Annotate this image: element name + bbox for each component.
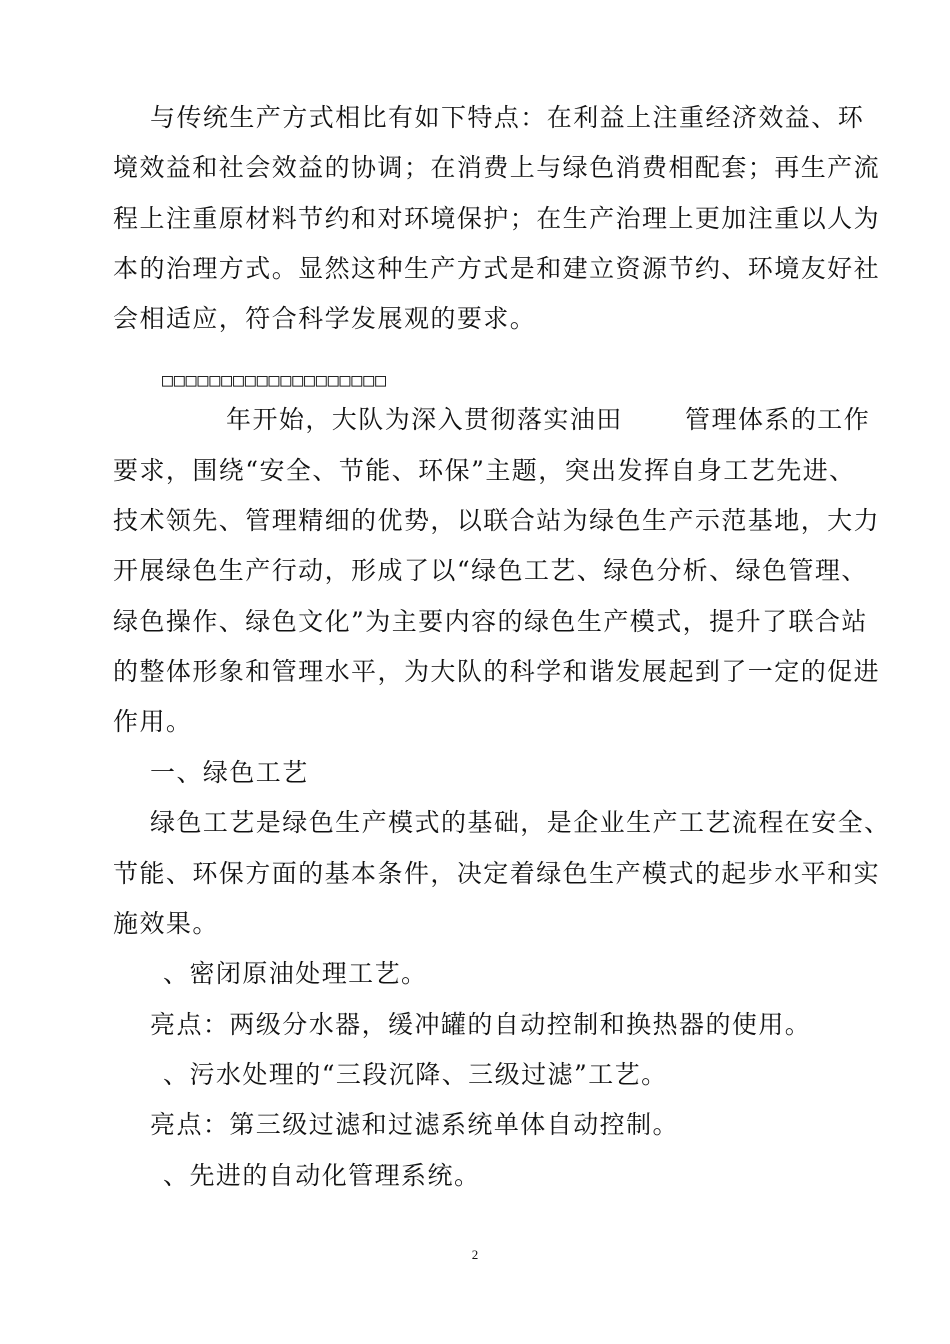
list-item: 、密闭原油处理工艺。: [163, 959, 428, 988]
section-heading: 一、绿色工艺: [150, 758, 309, 787]
paragraph-line: 节能、环保方面的基本条件，决定着绿色生产模式的起步水平和实: [113, 859, 881, 888]
missing-glyph-heading: □□□□□□□□□□□□□□□□□□□: [162, 370, 387, 391]
paragraph-line: 开展绿色生产行动，形成了以“绿色工艺、绿色分析、绿色管理、: [113, 556, 868, 585]
paragraph-line: 技术领先、管理精细的优势，以联合站为绿色生产示范基地，大力: [113, 506, 881, 535]
paragraph-line: 程上注重原材料节约和对环境保护；在生产治理上更加注重以人为: [113, 204, 881, 233]
highlight-note: 亮点：第三级过滤和过滤系统单体自动控制。: [150, 1110, 680, 1139]
paragraph-line: 境效益和社会效益的协调；在消费上与绿色消费相配套；再生产流: [113, 153, 881, 182]
list-item: 、先进的自动化管理系统。: [163, 1161, 481, 1190]
list-item: 、污水处理的“三段沉降、三级过滤”工艺。: [163, 1060, 668, 1089]
paragraph-line: 绿色操作、绿色文化”为主要内容的绿色生产模式，提升了联合站: [113, 607, 868, 636]
paragraph-line: 施效果。: [113, 909, 219, 938]
page-number: 2: [471, 1247, 479, 1262]
paragraph-line: 本的治理方式。显然这种生产方式是和建立资源节约、环境友好社: [113, 254, 881, 283]
paragraph-line: 会相适应，符合科学发展观的要求。: [113, 304, 537, 333]
paragraph-line: 的整体形象和管理水平，为大队的科学和谐发展起到了一定的促进: [113, 657, 881, 686]
paragraph-line: 年开始，大队为深入贯彻落实油田 管理体系的工作: [226, 405, 871, 434]
highlight-note: 亮点：两级分水器，缓冲罐的自动控制和换热器的使用。: [150, 1010, 812, 1039]
paragraph-line: 与传统生产方式相比有如下特点：在利益上注重经济效益、环: [150, 103, 865, 132]
paragraph-line: 绿色工艺是绿色生产模式的基础，是企业生产工艺流程在安全、: [150, 808, 891, 837]
paragraph-line: 作用。: [113, 707, 193, 736]
paragraph-line: 要求，围绕“安全、节能、环保”主题，突出发挥自身工艺先进、: [113, 456, 856, 485]
